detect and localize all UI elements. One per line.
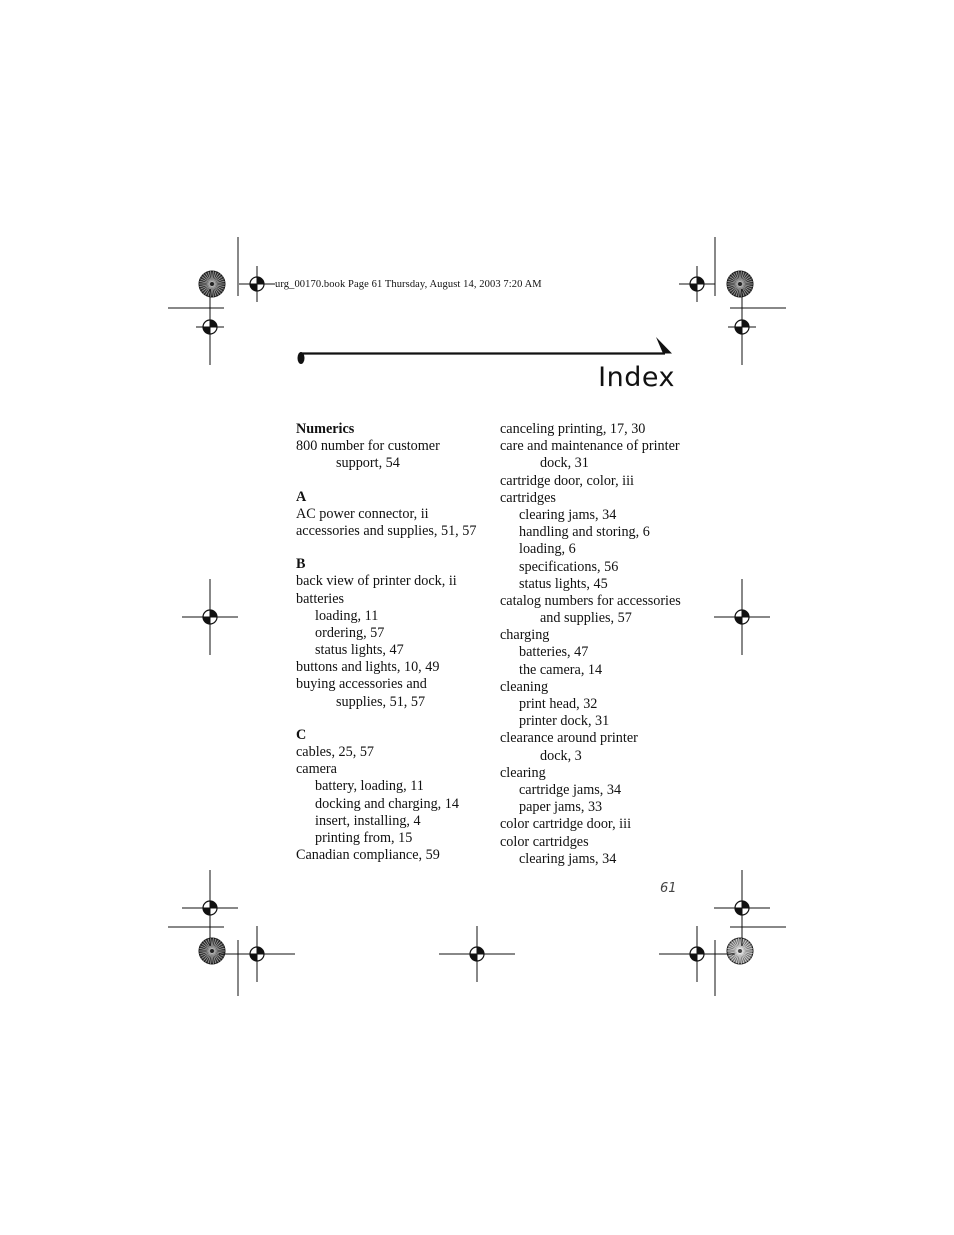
index-entry: cartridges [500, 489, 556, 506]
index-entry: dock, 31 [540, 455, 589, 472]
registration-mark-icon [239, 266, 275, 302]
index-entry: buttons and lights, 10, 49 [296, 659, 440, 676]
section-gap [296, 473, 496, 489]
index-section-heading: C [296, 726, 307, 743]
index-entry: printer dock, 31 [519, 713, 610, 730]
index-entry: loading, 11 [315, 607, 379, 624]
index-column-2 [500, 421, 700, 868]
index-entry: AC power connector, ii [296, 505, 429, 522]
index-entry: clearing [500, 764, 546, 781]
index-entry: batteries [296, 590, 345, 607]
index-entry: print head, 32 [519, 696, 598, 712]
registration-mark-icon [219, 926, 295, 982]
registration-mark-icon [439, 926, 515, 982]
index-entry: clearance around printer [500, 730, 638, 747]
index-entry: color cartridges [500, 833, 589, 850]
registration-mark-icon [714, 870, 770, 946]
index-column-1 [296, 421, 496, 864]
index-entry: clearing jams, 34 [519, 850, 617, 867]
page-number: 61 [660, 881, 677, 896]
starburst-target-icon [199, 271, 225, 297]
registration-mark-icon [182, 579, 238, 655]
index-entry: status lights, 47 [315, 642, 404, 659]
page-title: Index [598, 362, 675, 393]
starburst-target-icon [727, 938, 753, 964]
index-section-heading: B [296, 556, 306, 573]
index-entry: cartridge jams, 34 [519, 781, 622, 798]
index-entry: handling and storing, 6 [519, 524, 650, 541]
index-entry: catalog numbers for accessories [500, 592, 681, 609]
index-entry: the camera, 14 [519, 661, 603, 678]
starburst-target-icon [199, 938, 225, 964]
index-entry: cartridge door, color, iii [500, 472, 634, 489]
registration-mark-icon [196, 289, 224, 365]
index-entry: charging [500, 627, 550, 644]
index-entry: back view of printer dock, ii [296, 573, 457, 590]
index-entry: support, 54 [336, 455, 400, 472]
registration-mark-icon [714, 579, 770, 655]
section-gap [296, 711, 496, 727]
registration-mark-icon [659, 926, 735, 982]
registration-mark-icon [728, 289, 756, 365]
index-entry: ordering, 57 [315, 624, 385, 641]
index-entry: Canadian compliance, 59 [296, 847, 440, 864]
index-entry: loading, 6 [519, 541, 576, 558]
index-entry: accessories and supplies, 51, 57 [296, 522, 477, 539]
index-entry: cleaning [500, 678, 549, 695]
index-entry: battery, loading, 11 [315, 778, 424, 795]
index-section-heading: Numerics [296, 421, 355, 437]
index-entry: printing from, 15 [315, 829, 413, 846]
index-entry: and supplies, 57 [540, 610, 632, 627]
index-entry: batteries, 47 [519, 644, 589, 661]
index-entry: camera [296, 761, 337, 778]
index-entry: care and maintenance of printer [500, 438, 680, 455]
index-entry: 800 number for customer [296, 438, 440, 455]
index-entry: cables, 25, 57 [296, 744, 375, 760]
index-entry: supplies, 51, 57 [336, 693, 426, 710]
index-entry: specifications, 56 [519, 558, 619, 575]
index-entry: insert, installing, 4 [315, 812, 421, 829]
index-entry: color cartridge door, iii [500, 816, 632, 833]
print-slug: urg_00170.book Page 61 Thursday, August 14, 2003 7:20 AM [275, 279, 542, 290]
index-section-heading: A [296, 488, 307, 505]
starburst-target-icon [727, 271, 753, 297]
index-entry: paper jams, 33 [519, 799, 603, 816]
index-entry: docking and charging, 14 [315, 795, 459, 812]
index-entry: status lights, 45 [519, 575, 608, 592]
registration-mark-icon [679, 266, 715, 302]
index-entry: clearing jams, 34 [519, 506, 617, 523]
index-entry: dock, 3 [540, 747, 582, 764]
index-entry: buying accessories and [296, 676, 427, 693]
registration-mark-icon [182, 870, 238, 946]
section-gap [296, 540, 496, 556]
index-entry: canceling printing, 17, 30 [500, 421, 646, 437]
